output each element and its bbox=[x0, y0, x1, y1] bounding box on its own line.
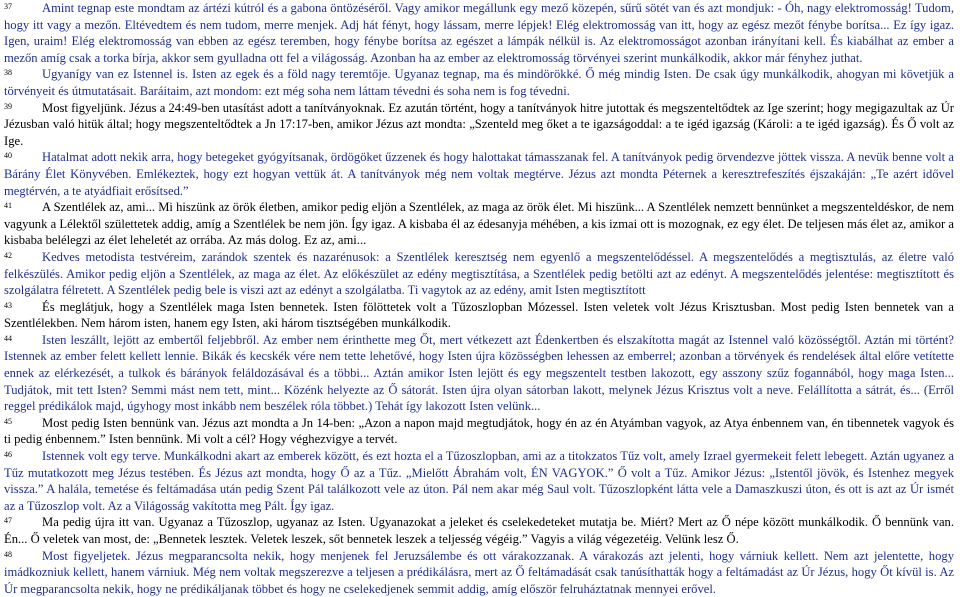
verse-number: 47 bbox=[4, 516, 12, 526]
verse-number: 40 bbox=[4, 151, 12, 161]
paragraph bbox=[4, 0, 954, 66]
paragraph bbox=[4, 448, 954, 514]
paragraph-text: Most figyeljünk. Jézus a 24:49-ben utasítást adott a tanítványoknak. Ez azután történt, hogy a tanítványok hitre jutottak és megszenteltődtek az Ige szerint; hogy megigazultak az Úr Jézusban való hitük által; hogy megszenteltődtek a Jn 17:17-ben, amikor Jézus azt mondta: „Szenteld meg őket a te igazságoddal: a te igéd igazság (Károli: a te igéd igazság). És Ő volt az Ige. bbox=[4, 100, 954, 148]
paragraph bbox=[4, 249, 954, 299]
paragraph bbox=[4, 66, 954, 99]
verse-number: 45 bbox=[4, 416, 12, 426]
verse-number: 42 bbox=[4, 250, 12, 260]
verse-number: 46 bbox=[4, 450, 12, 460]
paragraph-text: Hatalmat adott nekik arra, hogy betegeket gyógyítsanak, ördögöket űzzenek és hogy halottakat támasszanak fel. A tanítványok pedig örvendezve jöttek vissza. A nevük benne volt a Bárány Élet Könyvében. Emlékeztek, hogy ezt hogyan vettük át. A tanítványok még nem voltak megtérve. Jézus azt mondta Péternek a keresztrefeszítés éjszakáján: „Te azért idővel megtérvén, a te atyádfiait erősítsed.” bbox=[4, 150, 954, 198]
verse-number: 37 bbox=[4, 2, 12, 11]
paragraph-text: Istennek volt egy terve. Munkálkodni akart az emberek között, és ezt hozta el a Tűzoszlopban, ami az a titokzatos Tűz volt, amely Izrael gyermekeit felett lebegett. Aztán ugyanez a Tűz mutatkozott meg Jézus testében. És Jézus azt mondta, hogy Ő az a Tűz. „Mielőtt Ábrahám volt, ÉN VAGYOK.” Ő volt a Tűz. Amikor Jézus: „Istentől jövök, és Istenhez megyek vissza.” A halála, temetése és feltámadása után pedig Szent Pál találkozott vele az úton. Pál nem akar még Saul volt. Tűzoszlopként látta vele a Damaszkuszi úton, és ott is azt az Úr ismét az a Tűzoszlop volt. Az a Világosság vakította meg Pált. Így igaz. bbox=[4, 449, 954, 513]
paragraph bbox=[4, 149, 954, 199]
paragraph-text: Ugyanígy van ez Istennel is. Isten az egek és a föld nagy teremtője. Ugyanaz tegnap, ma és mindörökké. Ő még mindig Isten. De csak úgy munkálkodik, ahogyan mi követjük a törvényeit és útmutatásait. Baráitaim, azt mondom: ezt még soha nem láttam tévedni és soha nem is fog tévedni. bbox=[4, 67, 954, 98]
paragraph-text: Kedves metodista testvéreim, zarándok szentek és nazarénusok: a Szentlélek keresztség nem egyenlő a megszentelődéssel. A megszentelődés a megtisztulás, az életre való felkészülés. Amikor pedig eljön a Szentlélek, az maga az élet. Az előkészület az edény megtisztítása, a Szentlélek pedig betölti azt az edényt. A megszentelődés jelentése: megtisztított és szolgálatra félretett. A Szentlélek pedig bele is viszi azt az edényt a szolgálatba. Ti vagytok az az edény, amit Isten megtisztított bbox=[4, 249, 954, 298]
paragraph-text: Isten leszállt, lejött az embertől feljebbről. Az ember nem érinthette meg Őt, mert vétkezett azt Édenkertben és elszakította magát az Istennel való közösségtől. Aztán mi történt? Istennek az ember felett kellett lennie. Bikák és kecskék vére nem tette lehetővé, hogy Isten újra közösségben lehessen az emberrel; azonban a törvények és rendelések által előre vetítette ennek az elérkezését, a tulkok és bárányok feláldozásával és a többi... Aztán amikor Isten lejött és egy megszentelt testben lakozott, egy asszony szűz fogannából, hogy maga Isten... Tudjátok, mit tett Isten? Semmi mást nem tett, mint... Közénk helyezte az Ő sátorát. Isten újra olyan sátorban lakott, melynek Jézus Krisztus volt a neve. Felállította a sátrát, és... (Erről reggel prédikálok majd, úgyhogy most inkább nem beszélek róla többet.) Tehát így lakozott Isten velünk... bbox=[4, 332, 954, 414]
paragraph-text: A Szentlélek az, ami... Mi hiszünk az örök életben, amikor pedig eljön a Szentlélek, az maga az örök élet. Mi hiszünk... A Szentlélek nemzett bennünket a megszenteldéskor, de nem vagyunk a Lélektől születtetek addig, amíg a Szentlélek be nem jön. Így igaz. A kisbaba él az édesanyja méhében, a kis izmai ott is mozognak, ez egy élet. De teljesen más élet az, amikor a kisbaba belélegzi az élet leheletét az orrába. Az más dolog. Ez az, ami... bbox=[4, 200, 954, 248]
paragraph bbox=[4, 100, 954, 150]
paragraph bbox=[4, 199, 954, 249]
paragraph bbox=[4, 415, 954, 448]
paragraph bbox=[4, 332, 954, 415]
paragraph bbox=[4, 299, 954, 332]
paragraph bbox=[4, 514, 954, 547]
verse-number: 48 bbox=[4, 549, 12, 559]
paragraph-text: És meglátjuk, hogy a Szentlélek maga Isten bennetek. Isten fölöttetek volt a Tűzoszlopban Mózessel. Isten veletek volt Jézus Krisztusban. Most pedig Isten bennetek van a Szentlélekben. Nem három isten, hanem egy Isten, aki három tisztségében munkálkodik. bbox=[4, 299, 954, 331]
paragraph-text: Most pedig Isten bennünk van. Jézus azt mondta a Jn 14-ben: „Azon a napon majd megtudjátok, hogy én az én Atyámban vagyok, az Atya énbennem van, én tibennetek vagyok és ti pedig énbennem.” Isten bennünk. Mi volt a cél? Hogy véghezvigye a tervét. bbox=[4, 415, 954, 447]
verse-number: 43 bbox=[4, 300, 12, 310]
verse-number: 39 bbox=[4, 101, 12, 111]
verse-number: 41 bbox=[4, 201, 12, 211]
verse-number: 44 bbox=[4, 333, 12, 343]
paragraph-text: Amint tegnap este mondtam az ártézi kútról és a gabona öntözéséről. Vagy amikor megállunk egy mező közepén, sűrű sötét van és azt mondjuk: - Óh, nagy elektromosság! Tudom, hogy itt vagy a mezőn. Eltévedtem és nem tudom, merre menjek. Adj hát fényt, hogy lássam, merre lépjek! Elég elektromosság van itt, hogy az egész mezőt fénybe borítsa... Ez így igaz. Igen, uraim! Elég elektromosság van ebben az egész teremben, hogy fénybe borítsa az egészet a lámpák nélkül is. Az elektromosságot azonban irányítani kell. És kiabálhat az ember a mezőn amíg csak a torka bírja, akkor sem gyulladna ott fel a világosság. Azonban ha az ember az elektromosság törvényei szerint munkálkodik, akkor már fényhez juthat. bbox=[4, 1, 954, 65]
paragraph-text: Ma pedig újra itt van. Ugyanaz a Tűzoszlop, ugyanaz az Isten. Ugyanazokat a jeleket és cselekedeteket mutatja be. Miért? Mert az Ő népe között munkálkodik. Ő bennünk van. Én... Ő veletek van most, de: „Bennetek lesztek. Veletek leszek, sőt bennetek leszek a teljesség végéig.” Vagyis a világ végezetéig. Velünk lesz Ő. bbox=[4, 515, 954, 546]
verse-number: 38 bbox=[4, 68, 12, 78]
paragraph-text: Most figyeljetek. Jézus megparancsolta nekik, hogy menjenek fel Jeruzsálembe és ott várakozzanak. A várakozás azt jelenti, hogy várniuk kellett. Nem azt jelentette, hogy imádkozniuk kellett, hanem várniuk. Még nem voltak megszerezve a teljesen a prédikálásra, mert az Ő feltámadását csak tanúsíthatták hogy a feltámadást az Úr Jézus, hogy Őt kívül is. Az Úr megparancsolta nekik, hogy ne prédikáljanak többet és hogy ne cselekedjenek semmit addig, amíg először felruháztatnak mennyei erővel. bbox=[4, 548, 954, 596]
paragraph bbox=[4, 548, 954, 597]
